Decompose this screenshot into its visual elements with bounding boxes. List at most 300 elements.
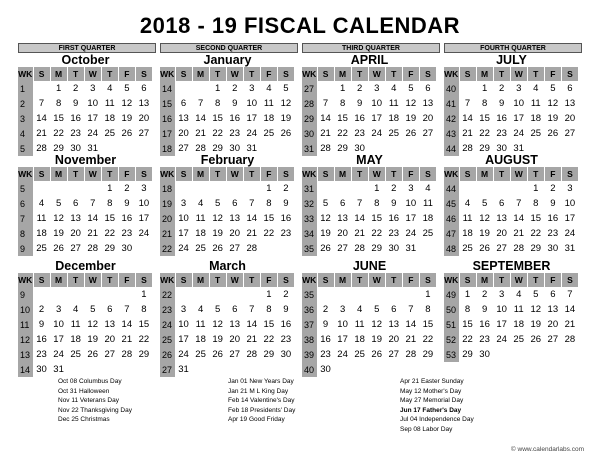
day-header: WK [160, 275, 175, 285]
day-cell: 7 [249, 198, 255, 209]
day-cell: 19 [547, 113, 559, 124]
day-cell: 15 [263, 213, 275, 224]
day-cell [493, 181, 510, 196]
day-cell: 10 [513, 98, 524, 109]
day-cell: 27 [388, 349, 400, 360]
day-header: M [476, 167, 493, 181]
day-header: T [527, 67, 544, 81]
day-cell: 25 [354, 349, 365, 360]
day-cell [226, 362, 243, 377]
day-cell: 20 [547, 319, 559, 330]
day-cell: 19 [405, 113, 417, 124]
day-cell: 15 [479, 113, 490, 124]
day-cell: 31 [564, 243, 576, 254]
day-cell: 8 [107, 198, 113, 209]
day-cell: 30 [229, 143, 240, 154]
day-cell: 8 [425, 304, 431, 315]
day-cell: 20 [104, 334, 116, 345]
week-number: 14 [18, 362, 33, 377]
day-cell: 15 [530, 213, 542, 224]
week-row [302, 347, 437, 362]
day-cell: 12 [212, 319, 223, 330]
day-cell: 4 [197, 198, 204, 209]
week-row [302, 362, 437, 377]
week-number: 32 [302, 196, 317, 211]
day-cell: 26 [479, 243, 490, 254]
day-header: S [317, 167, 334, 181]
month-june [302, 259, 437, 377]
day-header: S [459, 167, 476, 181]
day-cell [33, 81, 50, 96]
day-cell [493, 347, 510, 362]
month-grid [18, 167, 153, 256]
day-cell: 20 [388, 334, 400, 345]
day-header: M [476, 67, 493, 81]
day-cell: 11 [423, 198, 433, 209]
day-cell: 27 [564, 128, 576, 139]
day-cell [544, 347, 561, 362]
month-march [160, 259, 295, 377]
day-cell: 24 [53, 349, 64, 360]
day-header: W [510, 67, 527, 81]
holiday-item: Jan 21 M L King Day [228, 387, 289, 395]
day-cell [351, 362, 368, 377]
day-cell: 9 [499, 98, 505, 109]
week-row [444, 317, 579, 332]
day-cell: 19 [479, 228, 490, 239]
day-header: S [419, 167, 436, 181]
day-cell [476, 181, 493, 196]
holiday-item: Apr 19 Good Friday [228, 416, 285, 424]
day-cell: 26 [212, 349, 223, 360]
day-header: WK [160, 69, 175, 79]
day-cell: 9 [391, 198, 397, 209]
day-cell [334, 287, 351, 302]
day-cell: 26 [371, 349, 382, 360]
day-header: T [527, 273, 544, 287]
month-grid [160, 167, 295, 256]
day-cell [459, 81, 476, 96]
day-cell: 8 [464, 304, 471, 315]
day-cell: 2 [73, 83, 79, 94]
day-cell: 3 [567, 183, 573, 194]
day-cell: 18 [263, 113, 275, 124]
week-row [18, 317, 153, 332]
day-cell: 9 [232, 98, 238, 109]
day-cell: 1 [107, 183, 113, 194]
week-number: 27 [160, 362, 175, 377]
day-cell: 6 [391, 304, 397, 315]
day-cell: 16 [280, 213, 292, 224]
month-name: APRIL [350, 53, 389, 67]
day-cell [277, 362, 294, 377]
holiday-item: May 12 Mother's Day [400, 387, 462, 395]
day-header: S [419, 67, 436, 81]
week-row [18, 96, 153, 111]
day-cell: 6 [73, 198, 79, 209]
week-row [160, 317, 295, 332]
day-cell: 23 [36, 349, 47, 360]
day-header: WK [160, 169, 175, 179]
day-cell: 31 [87, 143, 98, 154]
day-cell: 24 [178, 243, 189, 254]
week-number: 22 [160, 287, 175, 302]
day-cell: 29 [462, 349, 473, 360]
month-may [302, 153, 437, 256]
day-cell [209, 287, 226, 302]
week-number: 44 [444, 181, 459, 196]
day-header: S [561, 167, 578, 181]
day-cell [459, 181, 476, 196]
week-number: 24 [160, 317, 175, 332]
day-header: S [175, 67, 192, 81]
month-name: MAY [356, 153, 383, 167]
day-cell [192, 362, 209, 377]
day-cell: 20 [70, 228, 81, 239]
day-cell: 12 [479, 213, 490, 224]
day-header: W [510, 273, 527, 287]
day-cell: 5 [408, 83, 414, 94]
day-cell [175, 287, 192, 302]
day-cell: 13 [337, 213, 348, 224]
week-row [302, 81, 437, 96]
day-cell: 21 [513, 228, 524, 239]
day-cell [175, 181, 192, 196]
day-cell: 16 [36, 334, 47, 345]
day-header: F [118, 67, 135, 81]
day-header: F [260, 167, 277, 181]
day-cell: 12 [280, 98, 292, 109]
first-quarter-label: FIRST QUARTER [18, 43, 156, 53]
day-header: T [351, 273, 368, 287]
day-cell: 26 [87, 349, 98, 360]
day-cell: 26 [547, 128, 559, 139]
holiday-item: Jul 04 Independence Day [400, 416, 474, 424]
day-cell: 1 [481, 83, 488, 94]
week-row [160, 96, 295, 111]
day-cell [510, 181, 527, 196]
day-header: T [351, 67, 368, 81]
week-number: 22 [160, 241, 175, 256]
day-cell: 17 [371, 113, 382, 124]
day-cell: 2 [499, 83, 505, 94]
day-cell: 11 [388, 98, 399, 109]
month-name: December [55, 259, 116, 273]
week-number: 48 [444, 241, 459, 256]
month-grid [444, 273, 579, 362]
day-cell [351, 287, 368, 302]
day-cell: 24 [405, 228, 417, 239]
day-cell: 26 [212, 243, 223, 254]
day-cell: 27 [229, 349, 240, 360]
day-cell: 6 [107, 304, 113, 315]
week-number: 13 [18, 347, 33, 362]
day-header: M [192, 67, 209, 81]
week-row [18, 302, 153, 317]
day-header: F [118, 167, 135, 181]
week-number: 41 [444, 96, 459, 111]
week-number: 37 [302, 317, 317, 332]
day-cell: 17 [337, 334, 348, 345]
day-cell: 12 [371, 319, 382, 330]
day-cell: 23 [320, 349, 331, 360]
day-cell: 14 [87, 213, 98, 224]
day-cell [33, 181, 50, 196]
week-row [302, 226, 437, 241]
holiday-item: May 27 Memorial Day [400, 397, 464, 405]
week-number: 40 [444, 81, 459, 96]
day-cell: 16 [479, 319, 490, 330]
day-header: WK [302, 169, 317, 179]
day-header: F [544, 273, 561, 287]
day-header: M [50, 167, 67, 181]
day-cell: 22 [263, 228, 275, 239]
day-cell: 17 [53, 334, 64, 345]
day-cell: 26 [530, 334, 542, 345]
week-number: 5 [18, 141, 33, 156]
day-cell: 8 [55, 98, 62, 109]
day-cell: 6 [567, 83, 573, 94]
day-cell [385, 287, 402, 302]
day-header: T [493, 67, 510, 81]
day-cell: 7 [197, 98, 204, 109]
week-number: 17 [160, 126, 175, 141]
day-header: F [544, 167, 561, 181]
day-cell: 11 [195, 213, 206, 224]
day-cell: 13 [138, 98, 150, 109]
day-header: T [209, 273, 226, 287]
week-number: 35 [302, 287, 317, 302]
day-cell: 3 [180, 198, 187, 209]
day-header: WK [18, 275, 33, 285]
day-header: S [33, 167, 50, 181]
holiday-item: Feb 14 Valentine's Day [228, 397, 295, 405]
fourth-quarter-label: FOURTH QUARTER [444, 43, 582, 53]
day-cell: 7 [38, 98, 45, 109]
day-cell: 12 [53, 213, 64, 224]
month-name: January [203, 53, 252, 67]
day-cell: 7 [567, 289, 573, 300]
holiday-item: Sep 08 Labor Day [400, 425, 453, 433]
day-header: M [192, 273, 209, 287]
day-header: T [527, 167, 544, 181]
day-cell: 27 [104, 349, 116, 360]
day-cell: 21 [36, 128, 47, 139]
week-row [160, 81, 295, 96]
day-header: T [385, 67, 402, 81]
day-cell: 17 [513, 113, 524, 124]
day-cell: 3 [55, 304, 62, 315]
day-header: S [135, 273, 152, 287]
day-header: T [67, 67, 84, 81]
day-cell: 13 [70, 213, 81, 224]
day-cell: 21 [462, 128, 473, 139]
month-grid [160, 273, 295, 377]
day-cell: 5 [124, 83, 130, 94]
day-cell: 5 [55, 198, 62, 209]
month-july [444, 53, 579, 156]
day-cell: 11 [70, 319, 81, 330]
day-cell: 17 [87, 113, 98, 124]
week-number: 47 [444, 226, 459, 241]
week-row [444, 211, 579, 226]
week-number: 35 [302, 241, 317, 256]
day-cell: 22 [422, 334, 434, 345]
day-cell: 7 [322, 98, 329, 109]
week-number: 8 [18, 226, 33, 241]
day-cell: 17 [178, 228, 189, 239]
day-cell: 10 [337, 319, 348, 330]
day-cell: 14 [195, 113, 206, 124]
day-cell: 16 [388, 213, 400, 224]
day-cell: 6 [232, 304, 238, 315]
week-number: 1 [18, 81, 33, 96]
page-title: 2018 - 19 FISCAL CALENDAR [139, 13, 461, 38]
day-header: W [226, 273, 243, 287]
month-grid [18, 273, 153, 377]
day-cell: 14 [354, 213, 365, 224]
day-cell: 21 [87, 228, 98, 239]
day-cell: 30 [70, 143, 81, 154]
day-cell: 13 [229, 319, 240, 330]
day-cell: 1 [339, 83, 346, 94]
week-row [444, 241, 579, 256]
day-cell: 23 [280, 334, 292, 345]
day-cell [50, 181, 67, 196]
week-number: 11 [18, 317, 33, 332]
day-cell: 15 [422, 319, 434, 330]
day-header: M [192, 167, 209, 181]
month-october [18, 53, 153, 156]
day-cell: 13 [104, 319, 116, 330]
month-april [302, 53, 437, 156]
day-cell: 21 [121, 334, 133, 345]
day-cell: 25 [513, 334, 524, 345]
week-number: 51 [444, 317, 459, 332]
day-cell: 25 [70, 349, 81, 360]
day-cell: 3 [141, 183, 147, 194]
day-cell: 13 [178, 113, 189, 124]
day-cell: 15 [212, 113, 223, 124]
day-cell: 9 [124, 198, 130, 209]
month-name: November [54, 153, 117, 167]
day-header: M [50, 67, 67, 81]
week-row [302, 96, 437, 111]
week-row [444, 287, 579, 302]
month-grid [18, 67, 153, 156]
holiday-item: Jan 01 New Years Day [228, 378, 294, 385]
day-header: T [243, 167, 260, 181]
day-cell: 2 [391, 183, 397, 194]
day-cell [317, 287, 334, 302]
day-cell [277, 241, 294, 256]
day-cell: 15 [371, 213, 382, 224]
day-header: T [209, 167, 226, 181]
week-row [160, 347, 295, 362]
day-cell: 2 [322, 304, 329, 315]
day-cell: 29 [337, 143, 348, 154]
day-header: M [476, 273, 493, 287]
day-header: W [84, 273, 101, 287]
day-cell: 9 [550, 198, 556, 209]
day-cell: 24 [87, 128, 98, 139]
week-number: 38 [302, 332, 317, 347]
week-number: 4 [18, 126, 33, 141]
day-cell: 1 [464, 289, 471, 300]
day-cell: 1 [533, 183, 539, 194]
week-number: 15 [160, 96, 175, 111]
holiday-item: Nov 22 Thanksgiving Day [58, 406, 132, 414]
holiday-list-1 [58, 377, 132, 425]
day-cell: 19 [212, 228, 223, 239]
week-row [18, 347, 153, 362]
day-cell [260, 241, 277, 256]
day-cell: 25 [104, 128, 116, 139]
day-cell: 21 [564, 319, 576, 330]
day-cell: 22 [212, 128, 223, 139]
day-cell: 8 [533, 198, 539, 209]
week-row [302, 181, 437, 196]
day-cell: 20 [337, 228, 348, 239]
day-header: W [226, 67, 243, 81]
day-cell: 15 [462, 319, 473, 330]
week-number: 44 [444, 141, 459, 156]
day-header: WK [302, 69, 317, 79]
day-header: S [459, 273, 476, 287]
week-row [160, 287, 295, 302]
month-grid [444, 67, 579, 156]
day-cell [243, 287, 260, 302]
day-cell: 11 [263, 98, 274, 109]
week-row [302, 287, 437, 302]
day-cell: 26 [405, 128, 417, 139]
week-row [160, 211, 295, 226]
day-cell [175, 81, 192, 96]
day-cell: 28 [195, 143, 206, 154]
day-cell: 31 [513, 143, 524, 154]
holiday-item: Oct 31 Halloween [58, 387, 110, 395]
day-cell: 12 [530, 304, 542, 315]
day-cell: 23 [229, 128, 240, 139]
day-cell: 16 [121, 213, 133, 224]
month-november [18, 153, 153, 256]
week-row [444, 347, 579, 362]
day-cell: 10 [138, 198, 150, 209]
day-header: F [544, 67, 561, 81]
day-header: S [33, 67, 50, 81]
day-cell: 5 [215, 304, 221, 315]
month-name: February [200, 153, 255, 167]
month-name: JULY [496, 53, 527, 67]
week-row [160, 362, 295, 377]
day-cell: 17 [246, 113, 258, 124]
week-row [444, 226, 579, 241]
day-cell: 23 [70, 128, 81, 139]
day-cell: 1 [374, 183, 380, 194]
day-cell: 14 [462, 113, 473, 124]
day-cell: 28 [87, 243, 98, 254]
day-header: T [243, 273, 260, 287]
month-name: JUNE [352, 259, 387, 273]
day-cell: 16 [280, 319, 292, 330]
month-name: AUGUST [485, 153, 538, 167]
day-cell: 15 [53, 113, 64, 124]
day-cell [243, 181, 260, 196]
month-september [444, 259, 579, 362]
week-number: 18 [160, 181, 175, 196]
day-cell: 2 [550, 183, 556, 194]
day-cell: 28 [36, 143, 47, 154]
